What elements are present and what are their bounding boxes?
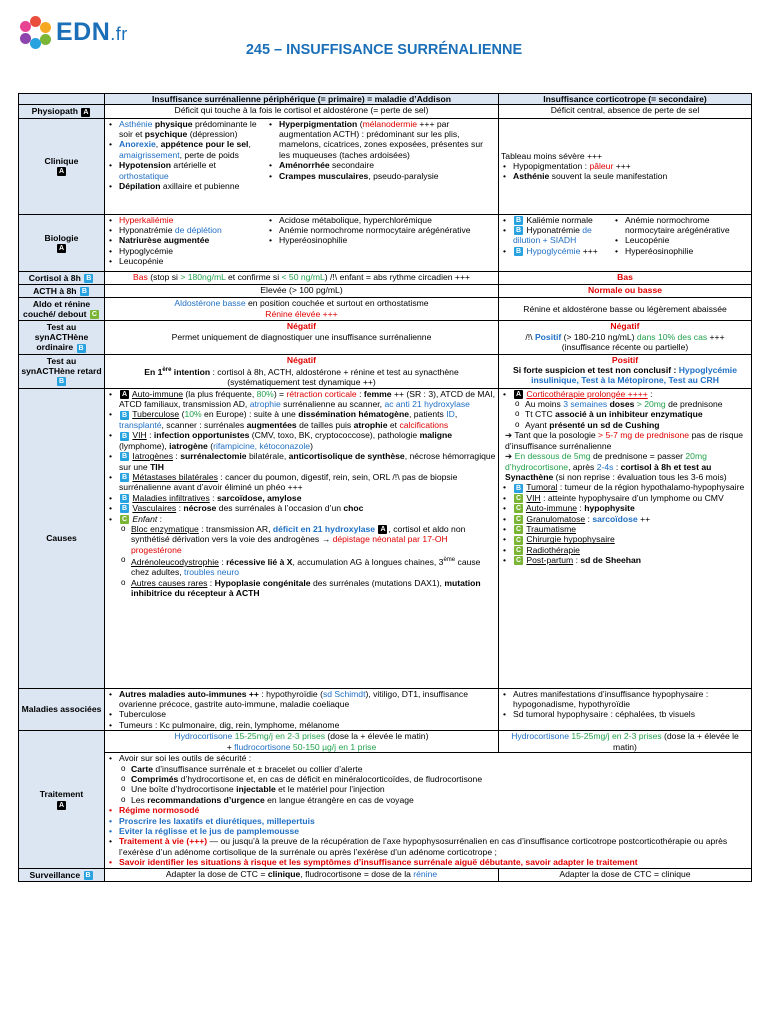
level-badge: C [91, 311, 97, 319]
level-badge: B [78, 344, 84, 352]
causes-secondary: • A Corticothérapie prolongée ++++ : o Au moins 3 semaines doses > 20mg de prednisone o Tt CTC associé à un inhibiteur enzymatique o Ayant présenté un sd de Cushing ➔ Tant que la posologie > 5-7 mg de prednisone pas de risque d’insuffisance surrénalienne ➔ En dessous de 5mg de prednisone = passer 20mg d’hydrocortisone, après 2-4s : cortisol à 8h et test au Synacthène (si non reprise : évaluation tous les 3-6 mois) • B Tumoral : tumeur de la région hypothalamo-hypophysaire • C VIH : atteinte hypophysaire d’un lymphome ou CMV • C Auto-immune : hypophysite • C Granulomatose : sarcoïdose ++ • C Traumatisme • C Chirurgie hypophysaire • C Radiothérapie • C Post-partum : sd de Sheehan [499, 388, 752, 688]
row-maladies [19, 688, 752, 731]
acth-primary: Elevée (> 100 pg/mL) [105, 284, 499, 297]
logo-text: EDN.fr [56, 17, 128, 46]
row-label-maladies: Maladies associées [19, 688, 105, 731]
aldo-primary: Aldostérone basse en position couchée et surtout en orthostatisme Rénine élevée +++ [105, 298, 499, 321]
row-label-aldo: Aldo et rénine couché/ debout C [19, 298, 105, 321]
row-biologie [19, 214, 752, 271]
row-label-causes: Causes [19, 388, 105, 688]
summary-table [18, 93, 752, 882]
cortisol-primary: Bas (stop si > 180ng/mL et confirme si < 50 ng/mL) /!\ enfant = abs rythme circadien +++ [105, 271, 499, 284]
row-cortisol [19, 271, 752, 284]
synacthene-retard-primary: Négatif En 1ère intention : cortisol à 8h, ACTH, aldostérone + rénine et test au synacthène (systématiquement test dynamique ++) [105, 354, 499, 388]
clinique-primary: • Asthénie physique prédominante le soir et psychique (dépression) • Anorexie, appétence pour le sel, amaigrissement, perte de poids • Hypotension artérielle et orthostatique • Dépilation axillaire et pubienne • Hyperpigmentation (mélanodermie +++ par augmentation ACTH) : prédominant sur les plis, mamelons, cicatrices, zones exposées, présentes sur les muqueuses (taches ardoisées) • Aménorrhée secondaire • Crampes musculaires, pseudo-paralysie [105, 118, 499, 214]
cortisol-secondary: Bas [499, 271, 752, 284]
surveillance-secondary: Adapter la dose de CTC = clinique [499, 868, 752, 881]
traitement-common: • Avoir sur soi les outils de sécurité : o Carte d’insuffisance surrénale et ± bracelet ou collier d’alerte o Comprimés d’hydrocortisone et, en cas de déficit en minéralocorticoïdes, de fludrocortisone o Une boîte d’hydrocortisone injectable et le matériel pour l’injection o Les recommandations d’urgence en langue étrangère en cas de voyage • Régime normosodé • Proscrire les laxatifs et diurétiques, millepertuis • Eviter la réglisse et le jus de pamplemousse • Traitement à vie (+++) — ou jusqu’à la preuve de la récupération de l’axe hypophysosurrénalien en cas d’insuffisance corticotrope postcorticothérapie ou après l’exérèse d’un adénome cortisolique de la surrénale ou après l’exérèse d’un adénome corticotrope ; • Savoir identifier les situations à risque et les symptômes d’insuffisance surrénale aiguë débutante, savoir adapter le traitement [105, 753, 752, 868]
row-traitement-top [19, 731, 752, 753]
level-badge: B [86, 274, 92, 282]
physio-primary: Déficit qui touche à la fois le cortisol et aldostérone (= perte de sel) [105, 105, 499, 118]
synacthene-ordinaire-secondary: Négatif /!\ Positif (> 180-210 ng/mL) dans 10% des cas +++ (insuffisance récente ou partielle) [499, 321, 752, 354]
row-label-traitement: Traitement A [19, 731, 105, 868]
row-label-cortisol: Cortisol à 8h B [19, 271, 105, 284]
clinique-secondary: Tableau moins sévère +++ • Hypopigmentation : pâleur +++ • Asthénie souvent la seule manifestation [499, 118, 752, 214]
level-badge: A [58, 168, 65, 176]
level-badge: B [81, 288, 87, 296]
row-synacthene-retard [19, 354, 752, 388]
row-label-clinique: Clinique A [19, 118, 105, 214]
level-badge: A [83, 108, 89, 116]
maladies-primary: • Autres maladies auto-immunes ++ : hypothyroïdie (sd Schimdt), vitiligo, DT1, insuffisance ovarienne précoce, gastrite auto-immune, maladie coeliaque • Tuberculose • Tumeurs : Kc pulmonaire, dig, rein, lymphome, mélanome [105, 688, 499, 731]
synacthene-ordinaire-primary: Négatif Permet uniquement de diagnostiquer une insuffisance surrénalienne [105, 321, 499, 354]
row-label-surveillance: Surveillance B [19, 868, 105, 881]
row-physio [19, 105, 752, 118]
level-badge: A [58, 801, 65, 809]
traitement-secondary: Hydrocortisone 15-25mg/j en 2-3 prises (dose la + élevée le matin) [499, 731, 752, 753]
aldo-secondary: Rénine et aldostérone basse ou légèrement abaissée [499, 298, 752, 321]
row-label-synacthene-retard: Test au synACTHène retard B [19, 354, 105, 388]
causes-primary: • A Auto-immune (la plus fréquente, 80%) = rétraction corticale : femme ++ (SR : 3), ATCD de MAI, ATCD familiaux, transmission AD, atrophie surrénalienne au scanner, ac anti 21 hydroxylase • B Tuberculose (10% en Europe) : suite à une dissémination hématogène, patients ID, transplanté, scanner : surrénales augmentées de tailles puis atrophie et calcifications • B VIH : infection opportunistes (CMV, toxo, BK, cryptococcose), pathologie maligne (lymphome), iatrogène (rifampicine, kétoconazole) • B Iatrogènes : surrénalectomie bilatérale, anticortisolique de synthèse, nécrose hémorragique sur une TIH • B Métastases bilatérales : cancer du poumon, digestif, rein, sein, ORL /!\ pas de biopsie surrénalienne avant d’avoir éliminé un phéo +++ • B Maladies infiltratives : sarcoïdose, amylose • B Vasculaires : nécrose des surrénales à l’occasion d’un choc • C Enfant : o Bloc enzymatique : transmission AR, déficit en 21 hydroxylase A , cortisol et aldo non synthétisé dérivation vers la voie des androgènes → dépistage néonatal par 17-OH progestérone o Adrénoleucodystrophie : récessive lié à X, accumulation AG à longues chaines, 3ème cause chez adultes, troubles neuro o Autres causes rares : Hypoplasie congénitale des surrénales (mutations DAX1), mutation inhibitrice du récepteur à ACTH [105, 388, 499, 688]
level-badge: B [85, 871, 91, 879]
row-traitement-common [19, 753, 752, 868]
row-surveillance [19, 868, 752, 881]
row-label-physio: Physiopath A [19, 105, 105, 118]
table-header [19, 94, 752, 105]
level-badge: B [58, 378, 65, 386]
row-label-biologie: Biologie A [19, 214, 105, 271]
physio-secondary: Déficit central, absence de perte de sel [499, 105, 752, 118]
header-empty [19, 94, 105, 105]
row-clinique [19, 118, 752, 214]
row-aldo [19, 298, 752, 321]
biologie-primary: • Hyperkaliémie • Hyponatrémie de déplétion • Natriurèse augmentée • Hypoglycémie • Leucopénie • Acidose métabolique, hyperchlorémique • Anémie normochrome normocytaire arégénérative • Hyperéosinophilie [105, 214, 499, 271]
row-label-acth: ACTH à 8h B [19, 284, 105, 297]
row-acth [19, 284, 752, 297]
row-synacthene-ordinaire [19, 321, 752, 354]
page-title: 245 – INSUFFISANCE SURRÉNALIENNE [245, 42, 523, 58]
level-badge: A [58, 244, 65, 252]
synacthene-retard-secondary: Positif Si forte suspicion et test non conclusif : Hypoglycémie insulinique, Test à la Métopirone, Test au CRH [499, 354, 752, 388]
header-primary: Insuffisance surrénalienne périphérique (= primaire) = maladie d’Addison [105, 94, 499, 105]
row-causes [19, 388, 752, 688]
maladies-secondary: • Autres manifestations d’insuffisance hypophysaire : hypogonadisme, hypothyroïdie • Sd tumoral hypophysaire : céphalées, tb visuels [499, 688, 752, 731]
acth-secondary: Normale ou basse [499, 284, 752, 297]
surveillance-primary: Adapter la dose de CTC = clinique, fludrocortisone = dose de la rénine [105, 868, 499, 881]
traitement-primary: Hydrocortisone 15-25mg/j en 2-3 prises (dose la + élevée le matin) + fludrocortisone 50-150 µg/j en 1 prise [105, 731, 499, 753]
biologie-secondary: • B Kaliémie normale • B Hyponatrémie de dilution + SIADH • B Hypoglycémie +++ • Anémie normochrome normocytaire arégénérative • Leucopénie • Hyperéosinophilie [499, 214, 752, 271]
row-label-synacthene-ordinaire: Test au synACTHène ordinaire B [19, 321, 105, 354]
header-secondary: Insuffisance corticotrope (= secondaire) [499, 94, 752, 105]
